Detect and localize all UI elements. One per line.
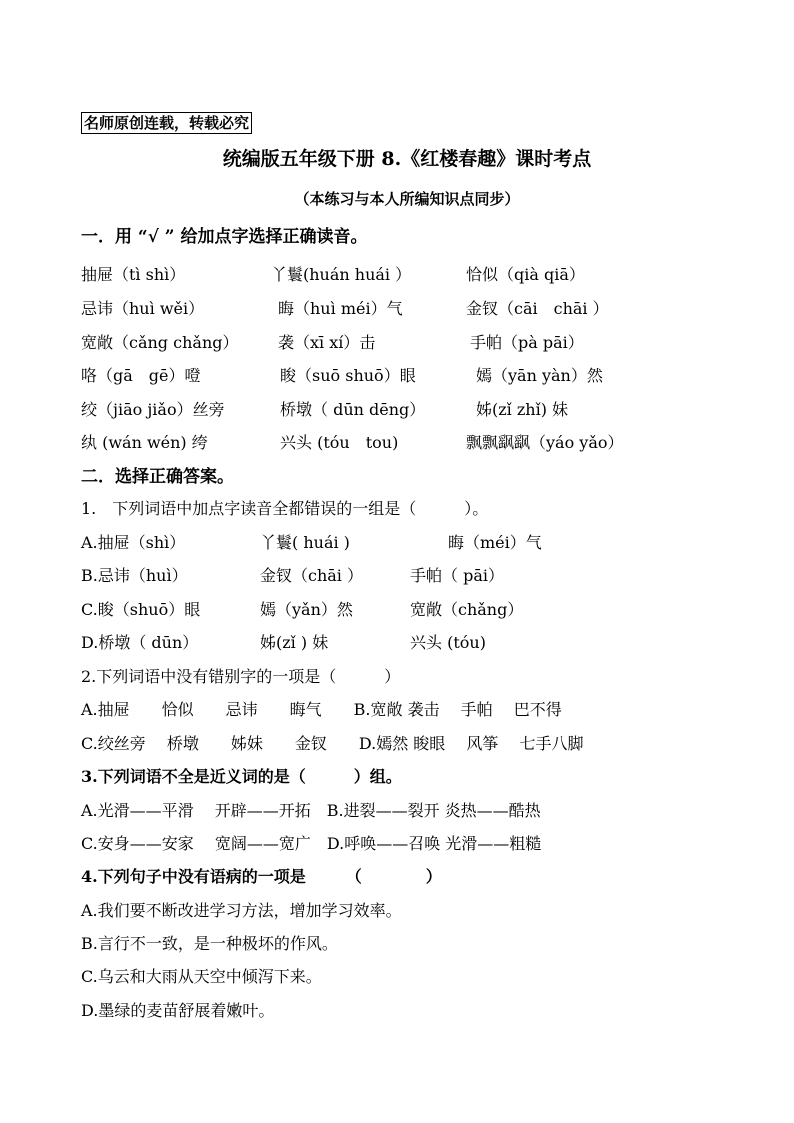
pinyin-item: 宽敞（cǎng chǎng） — [81, 333, 239, 352]
pinyin-item: 飘飘飖飖（yáo yǎo） — [466, 433, 624, 452]
answer-option: C.绞丝旁 桥墩 姊妹 金钗 D.嫣然 睃眼 风筝 七手八脚 — [81, 734, 584, 753]
section1-heading: 一．用 “√ ” 给加点字选择正确读音。 — [81, 227, 368, 247]
page-title: 统编版五年级下册 8.《红楼春趣》课时考点 — [222, 148, 592, 170]
copyright-badge: 名师原创连载，转载必究 — [81, 112, 252, 134]
answer-option: A.光滑——平滑 开辟——开拓 B.进裂——裂开 炎热——酷热 — [81, 801, 541, 820]
pinyin-item: 手帕（pà pāi） — [470, 333, 584, 352]
pinyin-item: 抽屉（tì shì） — [81, 265, 186, 284]
answer-option: 晦（méi）气 — [448, 533, 542, 552]
answer-option: A.抽屉（shì） — [81, 533, 186, 552]
pinyin-item: 纨 (wán wén) 绔 — [81, 433, 208, 452]
pinyin-item: 桥墩（ dūn dēng） — [280, 400, 426, 419]
pinyin-item: 绞（jiāo jiǎo）丝旁 — [81, 400, 225, 419]
answer-option: 丫鬟( huái ) — [260, 533, 350, 552]
question-1-stem: 1. 下列词语中加点字读音全都错误的一组是（ ）。 — [81, 499, 489, 518]
answer-option: 宽敞（chǎng） — [410, 600, 524, 619]
pinyin-item: 兴头 (tóu tou) — [280, 433, 399, 452]
answer-option: C.安身——安家 宽阔——宽广 D.呼唤——召唤 光滑——粗糙 — [81, 834, 542, 853]
pinyin-item: 袭（xī xí）击 — [278, 333, 376, 352]
answer-option: 嫣（yǎn）然 — [260, 600, 353, 619]
answer-option: 金钗（chāi ） — [260, 566, 364, 585]
pinyin-item: 姊(zǐ zhǐ) 妹 — [476, 400, 569, 419]
pinyin-item: 睃（suō shuō）眼 — [280, 366, 416, 385]
answer-option: A.我们要不断改进学习方法，增加学习效率。 — [81, 901, 402, 920]
answer-option: D.桥墩（ dūn） — [81, 633, 199, 652]
pinyin-item: 咯（gā gē）噔 — [81, 366, 201, 385]
pinyin-item: 嫣（yān yàn）然 — [476, 366, 603, 385]
pinyin-item: 晦（huì méi）气 — [278, 299, 403, 318]
answer-option: D.墨绿的麦苗舒展着嫩叶。 — [81, 1001, 275, 1020]
pinyin-item: 金钗（cāi chāi ） — [466, 299, 609, 318]
answer-option: 姊(zǐ ) 妹 — [260, 633, 329, 652]
answer-option: B.言行不一致，是一种极坏的作风。 — [81, 934, 338, 953]
section2-heading: 二．选择正确答案。 — [81, 467, 234, 487]
answer-option: C.乌云和大雨从天空中倾泻下来。 — [81, 967, 322, 986]
answer-option: B.忌讳（huì） — [81, 566, 188, 585]
page-subtitle: （本练习与本人所编知识点同步） — [294, 190, 520, 208]
answer-option: A.抽屉 恰似 忌讳 晦气 B.宽敞 袭击 手帕 巴不得 — [81, 700, 562, 719]
answer-option: C.睃（shuō）眼 — [81, 600, 201, 619]
question-4-stem: 4.下列句子中没有语病的一项是 （ ） — [81, 867, 442, 886]
question-2-stem: 2.下列词语中没有错别字的一项是（ ） — [81, 667, 401, 686]
question-3-stem: 3.下列词语不全是近义词的是（ ）组。 — [81, 767, 402, 786]
answer-option: 手帕（ pāi） — [410, 566, 504, 585]
pinyin-item: 忌讳（huì wěi） — [81, 299, 205, 318]
answer-option: 兴头 (tóu) — [410, 633, 486, 652]
pinyin-item: 丫鬟(huán huái ） — [271, 265, 412, 284]
pinyin-item: 恰似（qià qiā） — [466, 265, 585, 284]
